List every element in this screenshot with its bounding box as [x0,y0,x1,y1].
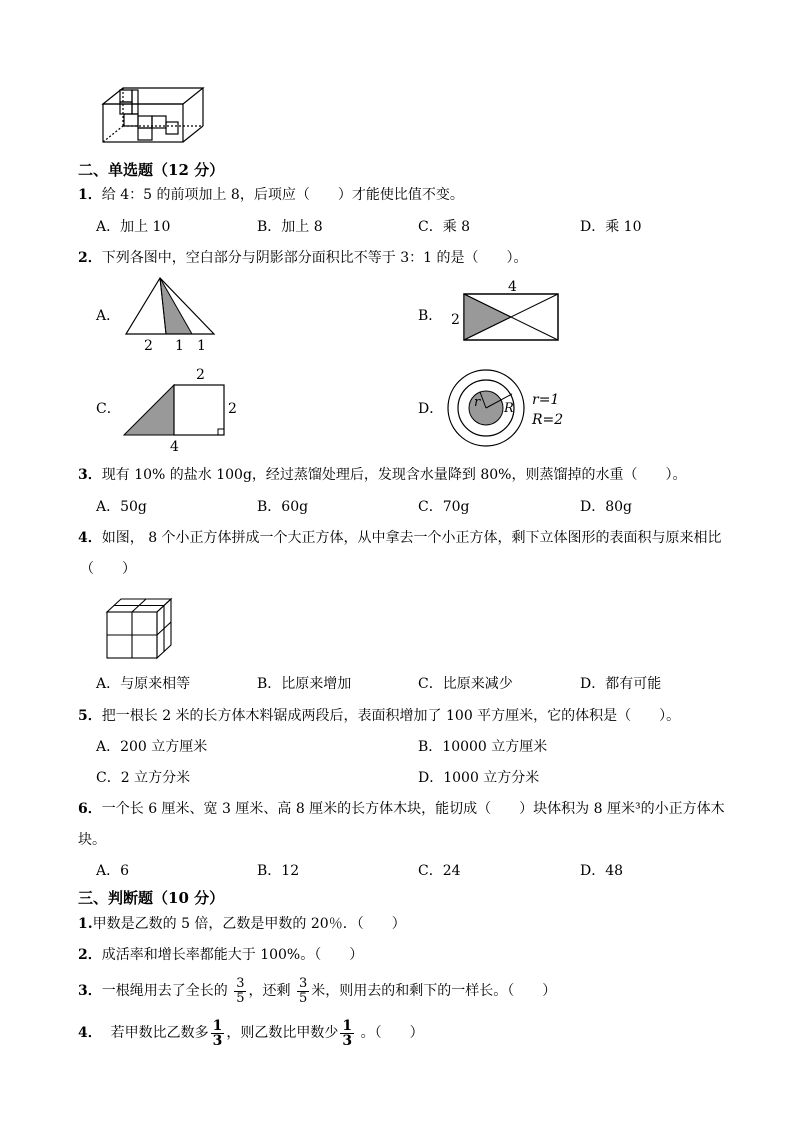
cubes-in-box-figure [98,84,208,146]
question-4 [78,529,722,547]
section-title-single-choice: 二、单选题（12 分） [78,161,225,179]
label-2-right: 2 [228,401,237,417]
option-d[interactable]: D．1000 立方分米 [418,770,540,786]
option-b[interactable]: B．12 [257,863,300,879]
option-c[interactable]: C．70g [418,499,470,515]
option-d[interactable]: D．48 [580,863,624,879]
label-1a: 1 [175,338,184,354]
question-text-pre: 若甲数比乙数多 [110,1025,209,1041]
option-a[interactable]: A．50g [96,499,147,515]
question-text: 给 4：5 的前项加上 8，后项应（ ）才能使比值不变。 [101,187,464,203]
option-d[interactable]: D．80g [580,499,633,515]
question-5 [78,707,680,725]
question-4-blank: （ ） [80,561,136,577]
question-number: 1． [78,187,102,203]
option-b[interactable]: B．60g [257,499,309,515]
question-text: 把一根长 2 米的长方体木料锯成两段后，表面积增加了 100 平方厘米，它的体积是（ ）。 [101,708,681,724]
label-2: 2 [144,338,153,354]
question-number: 1. [78,916,93,932]
label-4: 4 [170,439,179,455]
section-title-true-false: 三、判断题（10 分） [78,889,225,907]
question-text: 一个长 6 厘米、宽 3 厘米、高 8 厘米的长方体木块，能切成（ ）块体积为 8 厘米³的小正方体木 [101,801,725,817]
question-number: 2． [78,250,102,266]
fraction-3-5: $\frac{3}{5}$ [236,975,245,1006]
question-2 [78,249,527,267]
question-number: 4． [78,1025,102,1041]
question-text-pre: 一根绳用去了全长的 [101,983,228,999]
question-text: 现有 10% 的盐水 100g，经过蒸馏处理后，发现含水量降到 80%，则蒸馏掉的水重（ ）。 [101,467,687,483]
question-3 [78,466,686,484]
rectangle-figure-b [446,278,566,346]
question-number: 4． [78,530,102,546]
question-6-continued: 块。 [78,832,106,848]
question-1 [78,186,464,204]
option-c[interactable]: C．乘 8 [418,219,471,235]
judgement-3 [78,972,556,1010]
option-d[interactable]: D．都有可能 [580,676,662,692]
question-text: 下列各图中，空白部分与阴影部分面积比不等于 3：1 的是（ ）。 [101,250,528,266]
option-c[interactable]: C．比原来减少 [418,676,513,692]
trapezoid-figure-c [118,365,244,455]
question-6 [78,800,725,818]
question-text-post: 。（ ） [360,1025,424,1041]
label-4: 4 [508,279,517,295]
option-a[interactable]: A．加上 10 [96,219,171,235]
triangle-figure-a [120,274,220,354]
option-d[interactable]: D．乘 10 [580,219,642,235]
question-text: 甲数是乙数的 5 倍，乙数是甲数的 20％．（ ） [92,916,406,932]
option-d[interactable]: D． [418,401,444,417]
question-number: 3． [78,467,102,483]
fraction-1-3: $\frac{1}{3}$ [212,1017,223,1049]
question-text-mid: ，还剩 [248,983,291,999]
option-a[interactable]: A．200 立方厘米 [96,739,208,755]
option-c[interactable]: C．2 立方分米 [96,770,191,786]
judgement-4 [78,1014,424,1052]
cube-2x2x2-figure [104,596,174,662]
option-a[interactable]: A．与原来相等 [96,676,191,692]
option-a[interactable]: A．6 [96,863,130,879]
label-2-top: 2 [196,367,205,383]
option-c[interactable]: C． [96,401,121,417]
question-number: 2． [78,947,102,963]
option-b[interactable]: B．比原来增加 [257,676,352,692]
judgement-2 [78,946,363,964]
option-b[interactable]: B． [418,308,443,324]
label-2: 2 [451,312,460,328]
question-number: 6． [78,801,102,817]
legend-r: r=1 [532,392,560,408]
legend-R: R=2 [532,412,564,428]
question-number: 5． [78,708,102,724]
label-R: R [504,401,514,416]
judgement-1 [78,915,406,933]
label-1b: 1 [197,338,206,354]
question-text: 如图， 8 个小正方体拼成一个大正方体，从中拿去一个小正方体，剩下立体图形的表面积与原来相比 [101,530,722,546]
question-text: 成活率和增长率都能大于 100%。（ ） [101,947,364,963]
option-b[interactable]: B．加上 8 [257,219,323,235]
label-r: r [474,395,481,410]
fraction-3-5-meters: $\frac{3}{5}$ [298,975,308,1006]
question-text-post: 米，则用去的和剩下的一样长。（ ） [311,983,557,999]
option-b[interactable]: B．10000 立方厘米 [418,739,548,755]
question-text-mid: ，则乙数比甲数少 [226,1025,339,1041]
ring-figure-d [444,366,568,450]
option-c[interactable]: C．24 [418,863,461,879]
question-number: 3． [78,983,102,999]
fraction-1-3-b: $\frac{1}{3}$ [342,1017,353,1049]
option-a[interactable]: A． [96,308,121,324]
